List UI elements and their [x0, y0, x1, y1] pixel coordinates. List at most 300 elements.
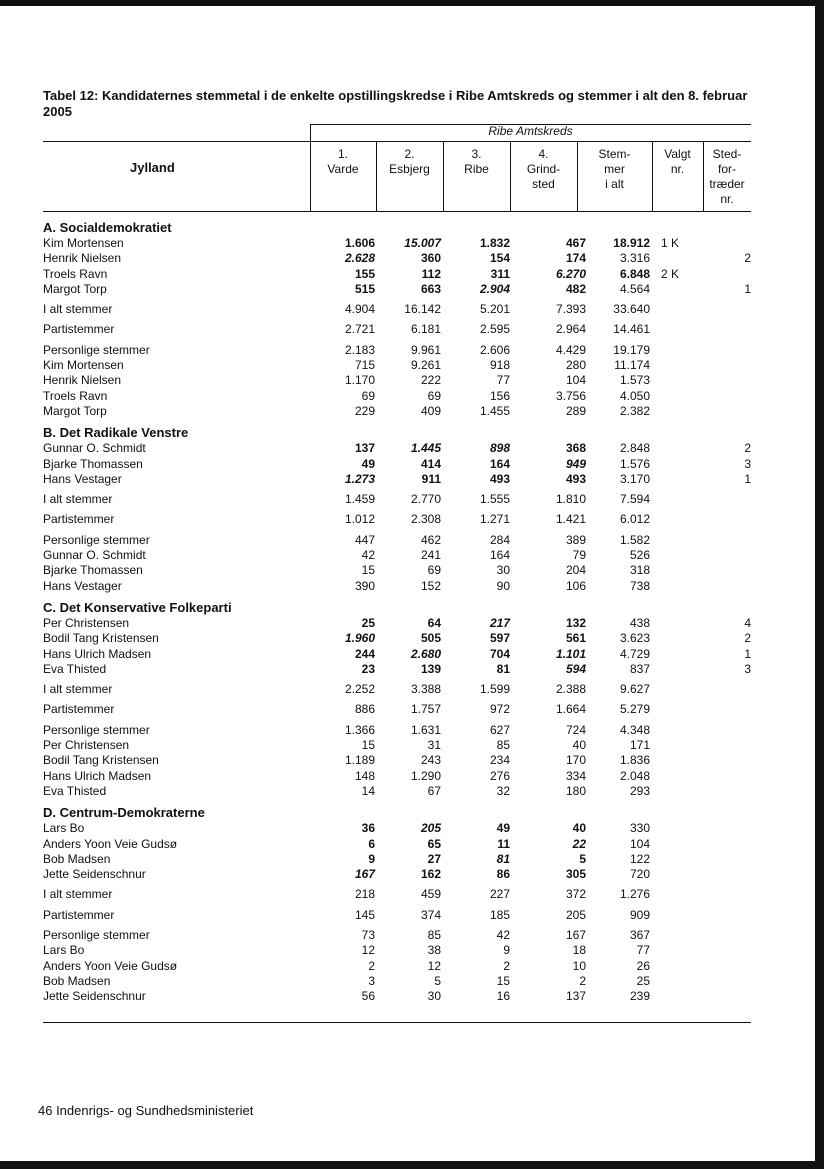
- vote-cell: 15: [361, 563, 375, 578]
- vote-cell: 104: [565, 373, 586, 388]
- vote-cell: 715: [354, 358, 375, 373]
- total-cell: 2.964: [555, 322, 586, 337]
- vote-cell: 86: [496, 867, 510, 882]
- party-heading: [43, 219, 751, 236]
- total-cell: 374: [420, 907, 441, 922]
- candidate-row: [43, 267, 751, 282]
- vote-cell: 1.836: [619, 753, 650, 768]
- total-cell: 1.459: [344, 492, 375, 507]
- candidate-name: Hans Vestager: [43, 471, 122, 486]
- total-cell: 227: [489, 887, 510, 902]
- vote-cell: 137: [565, 989, 586, 1004]
- candidate-name: Kim Mortensen: [43, 358, 124, 373]
- vote-cell: 10: [572, 958, 586, 973]
- total-cell: 218: [354, 887, 375, 902]
- personal-vote-row: [43, 373, 751, 388]
- party-heading: [43, 424, 751, 441]
- candidate-row: [43, 616, 751, 631]
- vote-cell: 289: [565, 403, 586, 418]
- ialt-row: [43, 887, 751, 902]
- candidate-name: Hans Ulrich Madsen: [43, 768, 152, 783]
- vote-cell: 293: [629, 783, 650, 798]
- candidate-name: Bodil Tang Kristensen: [43, 631, 159, 646]
- total-cell: 367: [629, 927, 650, 942]
- vote-cell: 2.628: [344, 251, 375, 266]
- stedfortraeder-cell: 2: [744, 631, 751, 646]
- vote-cell: 32: [496, 783, 510, 798]
- column-header-line: 3.: [471, 147, 482, 161]
- row-label: Partistemmer: [43, 322, 115, 337]
- column-header-line: Ribe: [464, 162, 489, 176]
- vote-cell: 69: [427, 388, 441, 403]
- vote-cell: 42: [361, 548, 375, 563]
- vote-cell: 49: [496, 821, 510, 836]
- vote-cell: 139: [420, 661, 441, 676]
- vote-cell: 6.270: [555, 266, 586, 281]
- candidate-name: Troels Ravn: [43, 388, 108, 403]
- candidate-name: Bjarke Thomassen: [43, 563, 143, 578]
- stedfortraeder-cell: 3: [744, 661, 751, 676]
- vote-cell: 205: [420, 821, 441, 836]
- vote-cell: 9.261: [410, 358, 441, 373]
- vote-cell: 162: [420, 867, 441, 882]
- total-cell: 1.810: [555, 492, 586, 507]
- total-cell: 2.721: [344, 322, 375, 337]
- partistemmer-row: [43, 322, 751, 337]
- candidate-row: [43, 662, 751, 677]
- personal-vote-row: [43, 959, 751, 974]
- total-cell: 9.627: [619, 682, 650, 697]
- ialt-row: [43, 492, 751, 507]
- personlige-row: [43, 343, 751, 358]
- vote-cell: 18.912: [613, 236, 650, 250]
- vote-cell: 217: [489, 615, 510, 630]
- vote-cell: 15: [361, 738, 375, 753]
- vote-cell: 318: [629, 563, 650, 578]
- vote-cell: 81: [496, 661, 510, 676]
- table-title: Tabel 12: Kandidaternes stemmetal i de enkelte opstillingskredse i Ribe Amtskreds og stemmer i alt den 8. februar 2005: [43, 88, 748, 119]
- vote-cell: 14: [361, 783, 375, 798]
- vote-cell: 155: [354, 266, 375, 281]
- candidate-row: [43, 441, 751, 456]
- row-label: Partistemmer: [43, 907, 115, 922]
- vote-cell: 69: [427, 563, 441, 578]
- column-header-line: Sted-: [712, 147, 742, 161]
- vote-cell: 11.174: [614, 358, 650, 373]
- vote-cell: 170: [565, 753, 586, 768]
- column-header-line: 4.: [538, 147, 549, 161]
- stedfortraeder-cell: 2: [744, 251, 751, 266]
- personal-vote-row: [43, 943, 751, 958]
- stedfortraeder-cell: 2: [744, 441, 751, 456]
- total-cell: 1.366: [344, 722, 375, 737]
- column-header-line: for-: [718, 162, 736, 176]
- vote-cell: 36: [361, 821, 375, 836]
- candidate-row: [43, 631, 751, 646]
- vote-cell: 6: [368, 836, 375, 851]
- vote-cell: 69: [361, 388, 375, 403]
- column-header-line: Esbjerg: [389, 162, 430, 176]
- total-cell: 2.770: [410, 492, 441, 507]
- column-header-line: Grind-: [526, 162, 561, 176]
- candidate-name: Gunnar O. Schmidt: [43, 548, 146, 563]
- vote-cell: 4.564: [619, 281, 650, 296]
- total-cell: 9.961: [410, 342, 441, 357]
- candidate-name: Henrik Nielsen: [43, 373, 122, 388]
- vote-cell: 164: [489, 456, 510, 471]
- amtskreds-label: Ribe Amtskreds: [488, 124, 573, 138]
- vote-cell: 1.455: [479, 403, 510, 418]
- vote-cell: 30: [427, 989, 441, 1004]
- vote-cell: 38: [427, 943, 441, 958]
- candidate-name: Bob Madsen: [43, 973, 111, 988]
- vote-cell: 311: [490, 266, 510, 281]
- results-table: [43, 219, 751, 1004]
- vote-cell: 26: [636, 958, 650, 973]
- vote-cell: 663: [420, 281, 441, 296]
- page-edge-right: [815, 0, 824, 1169]
- vote-cell: 49: [361, 456, 375, 471]
- vote-cell: 3.623: [619, 631, 650, 646]
- personal-vote-row: [43, 358, 751, 373]
- vote-cell: 9: [368, 851, 375, 866]
- personlige-row: [43, 723, 751, 738]
- vote-cell: 222: [420, 373, 441, 388]
- vote-cell: 5: [579, 851, 586, 866]
- personlige-row: [43, 928, 751, 943]
- vote-cell: 5: [434, 973, 441, 988]
- vote-cell: 132: [565, 615, 586, 630]
- stedfortraeder-cell: 4: [744, 615, 751, 630]
- vote-cell: 3.756: [555, 388, 586, 403]
- vote-cell: 167: [354, 867, 375, 882]
- vote-cell: 1.273: [344, 471, 375, 486]
- valgt-cell: 1 K: [661, 236, 680, 250]
- candidate-name: Margot Torp: [43, 403, 107, 418]
- total-cell: 4.429: [555, 342, 586, 357]
- candidate-name: Eva Thisted: [43, 661, 107, 676]
- vote-cell: 156: [489, 388, 510, 403]
- candidate-name: Troels Ravn: [43, 266, 108, 281]
- party-name: B. Det Radikale Venstre: [43, 425, 189, 441]
- row-label: Personlige stemmer: [43, 342, 150, 357]
- total-cell: 6.181: [410, 322, 441, 337]
- vote-cell: 1.576: [619, 456, 650, 471]
- total-cell: 4.348: [619, 722, 650, 737]
- vote-cell: 6.848: [619, 266, 650, 281]
- vote-cell: 234: [489, 753, 510, 768]
- stedfortraeder-cell: 3: [744, 456, 751, 471]
- vote-cell: 1.101: [555, 646, 586, 661]
- candidate-name: Jette Seidenschnur: [43, 867, 146, 882]
- total-cell: 5.279: [619, 702, 650, 717]
- vote-cell: 229: [354, 403, 375, 418]
- total-cell: 284: [489, 532, 510, 547]
- vote-cell: 104: [629, 836, 650, 851]
- vote-cell: 305: [565, 867, 586, 882]
- vote-cell: 64: [427, 615, 441, 630]
- candidate-name: Bob Madsen: [43, 851, 111, 866]
- total-cell: 1.012: [344, 512, 375, 527]
- header-bottom-rule: [43, 211, 751, 212]
- vote-cell: 1.573: [619, 373, 650, 388]
- vote-cell: 1.170: [344, 373, 375, 388]
- candidate-name: Lars Bo: [43, 821, 85, 836]
- personal-vote-row: [43, 738, 751, 753]
- personal-vote-row: [43, 753, 751, 768]
- total-cell: 2.595: [479, 322, 510, 337]
- candidate-name: Lars Bo: [43, 943, 85, 958]
- stedfortraeder-cell: 1: [744, 471, 751, 486]
- candidate-row: [43, 852, 751, 867]
- total-cell: 1.276: [619, 887, 650, 902]
- vote-cell: 106: [565, 578, 586, 593]
- total-cell: 3.388: [410, 682, 441, 697]
- total-cell: 14.461: [613, 322, 650, 337]
- vote-cell: 2.848: [619, 441, 650, 456]
- total-cell: 1.271: [479, 512, 510, 527]
- vote-cell: 243: [420, 753, 441, 768]
- vote-cell: 239: [629, 989, 650, 1004]
- row-label: Partistemmer: [43, 512, 115, 527]
- candidate-row: [43, 251, 751, 266]
- vote-cell: 122: [629, 851, 650, 866]
- vote-cell: 493: [489, 471, 510, 486]
- vote-cell: 81: [496, 851, 510, 866]
- vote-cell: 1.189: [344, 753, 375, 768]
- candidate-row: [43, 457, 751, 472]
- total-cell: 42: [496, 927, 510, 942]
- row-label: Personlige stemmer: [43, 927, 150, 942]
- personal-vote-row: [43, 769, 751, 784]
- personal-vote-row: [43, 404, 751, 419]
- column-header-line: nr.: [670, 162, 685, 176]
- ialt-row: [43, 302, 751, 317]
- vote-cell: 30: [496, 563, 510, 578]
- table-bottom-rule: [43, 1022, 751, 1023]
- page-footer: 46 Indenrigs- og Sundhedsministeriet: [38, 1103, 254, 1118]
- vote-cell: 720: [629, 867, 650, 882]
- candidate-name: Kim Mortensen: [43, 236, 124, 250]
- total-cell: 85: [427, 927, 441, 942]
- party-heading: [43, 599, 751, 616]
- party-name: C. Det Konservative Folkeparti: [43, 599, 232, 615]
- vote-cell: 276: [489, 768, 510, 783]
- page-edge-top: [0, 0, 824, 6]
- vote-cell: 25: [361, 615, 375, 630]
- vote-cell: 360: [420, 251, 441, 266]
- total-cell: 2.252: [344, 682, 375, 697]
- party-name: D. Centrum-Demokraterne: [43, 805, 205, 821]
- candidate-name: Anders Yoon Veie Gudsø: [43, 958, 178, 973]
- candidate-name: Gunnar O. Schmidt: [43, 441, 146, 456]
- vote-cell: 112: [421, 266, 441, 281]
- vote-cell: 493: [565, 471, 586, 486]
- total-cell: 1.582: [619, 532, 650, 547]
- candidate-row: [43, 837, 751, 852]
- total-cell: 205: [565, 907, 586, 922]
- vote-cell: 1.606: [344, 236, 375, 250]
- total-cell: 447: [354, 532, 375, 547]
- vote-cell: 561: [565, 631, 586, 646]
- vote-cell: 2: [503, 958, 510, 973]
- vote-cell: 244: [354, 646, 375, 661]
- vote-cell: 4.729: [619, 646, 650, 661]
- vote-cell: 40: [572, 821, 586, 836]
- candidate-row: [43, 647, 751, 662]
- vote-cell: 2: [368, 958, 375, 973]
- vote-cell: 241: [420, 548, 441, 563]
- vote-cell: 85: [496, 738, 510, 753]
- header-sub-rule: [43, 141, 751, 142]
- total-cell: 389: [565, 532, 586, 547]
- vote-cell: 837: [629, 661, 650, 676]
- vote-cell: 180: [565, 783, 586, 798]
- total-cell: 2.388: [555, 682, 586, 697]
- vote-cell: 65: [427, 836, 441, 851]
- column-header-line: Varde: [327, 162, 359, 176]
- vote-cell: 438: [629, 615, 650, 630]
- column-header-line: nr.: [720, 192, 734, 206]
- vote-cell: 15.007: [404, 236, 441, 250]
- total-cell: 145: [354, 907, 375, 922]
- row-label: I alt stemmer: [43, 492, 113, 507]
- total-cell: 185: [489, 907, 510, 922]
- total-cell: 4.904: [344, 302, 375, 317]
- vote-cell: 22: [572, 836, 586, 851]
- candidate-name: Bodil Tang Kristensen: [43, 753, 159, 768]
- partistemmer-row: [43, 702, 751, 717]
- candidate-name: Hans Ulrich Madsen: [43, 646, 152, 661]
- ialt-row: [43, 682, 751, 697]
- column-header-line: Stem-: [598, 147, 631, 161]
- total-cell: 972: [489, 702, 510, 717]
- total-cell: 462: [420, 532, 441, 547]
- vote-cell: 164: [489, 548, 510, 563]
- total-cell: 1.555: [479, 492, 510, 507]
- vote-cell: 1.290: [410, 768, 441, 783]
- total-cell: 886: [354, 702, 375, 717]
- vote-cell: 918: [489, 358, 510, 373]
- candidate-row: [43, 821, 751, 836]
- total-cell: 724: [565, 722, 586, 737]
- candidate-name: Henrik Nielsen: [43, 251, 122, 266]
- total-cell: 16.142: [404, 302, 441, 317]
- vote-cell: 174: [565, 251, 586, 266]
- vote-cell: 90: [496, 578, 510, 593]
- stedfortraeder-cell: 1: [744, 281, 751, 296]
- vote-cell: 40: [572, 738, 586, 753]
- total-cell: 7.393: [555, 302, 586, 317]
- candidate-name: Jette Seidenschnur: [43, 989, 146, 1004]
- vote-cell: 67: [427, 783, 441, 798]
- column-header-line: sted: [532, 177, 555, 191]
- total-cell: 1.421: [555, 512, 586, 527]
- vote-cell: 2.680: [410, 646, 441, 661]
- vote-cell: 515: [354, 281, 375, 296]
- row-label: I alt stemmer: [43, 302, 113, 317]
- vote-cell: 409: [420, 403, 441, 418]
- total-cell: 73: [361, 927, 375, 942]
- total-cell: 1.664: [555, 702, 586, 717]
- column-header-line: i alt: [605, 177, 624, 191]
- region-label: Jylland: [130, 160, 175, 175]
- stedfortraeder-cell: 1: [744, 646, 751, 661]
- column-header-line: Valgt: [664, 147, 691, 161]
- vote-cell: 56: [361, 989, 375, 1004]
- total-cell: 5.201: [479, 302, 510, 317]
- personal-vote-row: [43, 989, 751, 1004]
- vote-cell: 148: [354, 768, 375, 783]
- total-cell: 459: [420, 887, 441, 902]
- row-label: I alt stemmer: [43, 682, 113, 697]
- total-cell: 6.012: [619, 512, 650, 527]
- vote-cell: 414: [420, 456, 441, 471]
- vote-cell: 1.832: [479, 236, 510, 250]
- personal-vote-row: [43, 548, 751, 563]
- vote-cell: 3.316: [619, 251, 650, 266]
- personal-vote-row: [43, 563, 751, 578]
- total-cell: 2.308: [410, 512, 441, 527]
- column-header-line: 1.: [337, 147, 348, 161]
- total-cell: 33.640: [613, 302, 650, 317]
- vote-cell: 79: [572, 548, 586, 563]
- vote-cell: 2.382: [619, 403, 650, 418]
- vote-cell: 334: [565, 768, 586, 783]
- candidate-row: [43, 282, 751, 297]
- vote-cell: 467: [565, 236, 586, 250]
- candidate-name: Hans Vestager: [43, 578, 122, 593]
- candidate-name: Anders Yoon Veie Gudsø: [43, 836, 178, 851]
- party-heading: [43, 804, 751, 821]
- total-cell: 2.183: [344, 342, 375, 357]
- valgt-cell: 2 K: [661, 266, 680, 281]
- column-header-line: 2.: [404, 147, 415, 161]
- total-cell: 19.179: [613, 342, 650, 357]
- personal-vote-row: [43, 389, 751, 404]
- vote-cell: 137: [354, 441, 375, 456]
- personal-vote-row: [43, 784, 751, 799]
- vote-cell: 2: [579, 973, 586, 988]
- candidate-row: [43, 236, 751, 251]
- candidate-name: Eva Thisted: [43, 783, 107, 798]
- personlige-row: [43, 533, 751, 548]
- vote-cell: 204: [565, 563, 586, 578]
- vote-cell: 911: [421, 471, 441, 486]
- candidate-row: [43, 867, 751, 882]
- party-name: A. Socialdemokratiet: [43, 220, 172, 235]
- vote-cell: 704: [489, 646, 510, 661]
- vote-cell: 949: [565, 456, 586, 471]
- personal-vote-row: [43, 974, 751, 989]
- candidate-name: Per Christensen: [43, 615, 130, 630]
- vote-cell: 2.048: [619, 768, 650, 783]
- row-label: Personlige stemmer: [43, 532, 150, 547]
- total-cell: 372: [565, 887, 586, 902]
- partistemmer-row: [43, 512, 751, 527]
- total-cell: 167: [565, 927, 586, 942]
- vote-cell: 11: [497, 836, 510, 851]
- candidate-name: Per Christensen: [43, 738, 130, 753]
- total-cell: 2.606: [479, 342, 510, 357]
- vote-cell: 526: [629, 548, 650, 563]
- candidate-row: [43, 472, 751, 487]
- personal-vote-row: [43, 579, 751, 594]
- total-cell: 1.631: [410, 722, 441, 737]
- vote-cell: 16: [496, 989, 510, 1004]
- vote-cell: 482: [565, 281, 586, 296]
- vote-cell: 27: [427, 851, 441, 866]
